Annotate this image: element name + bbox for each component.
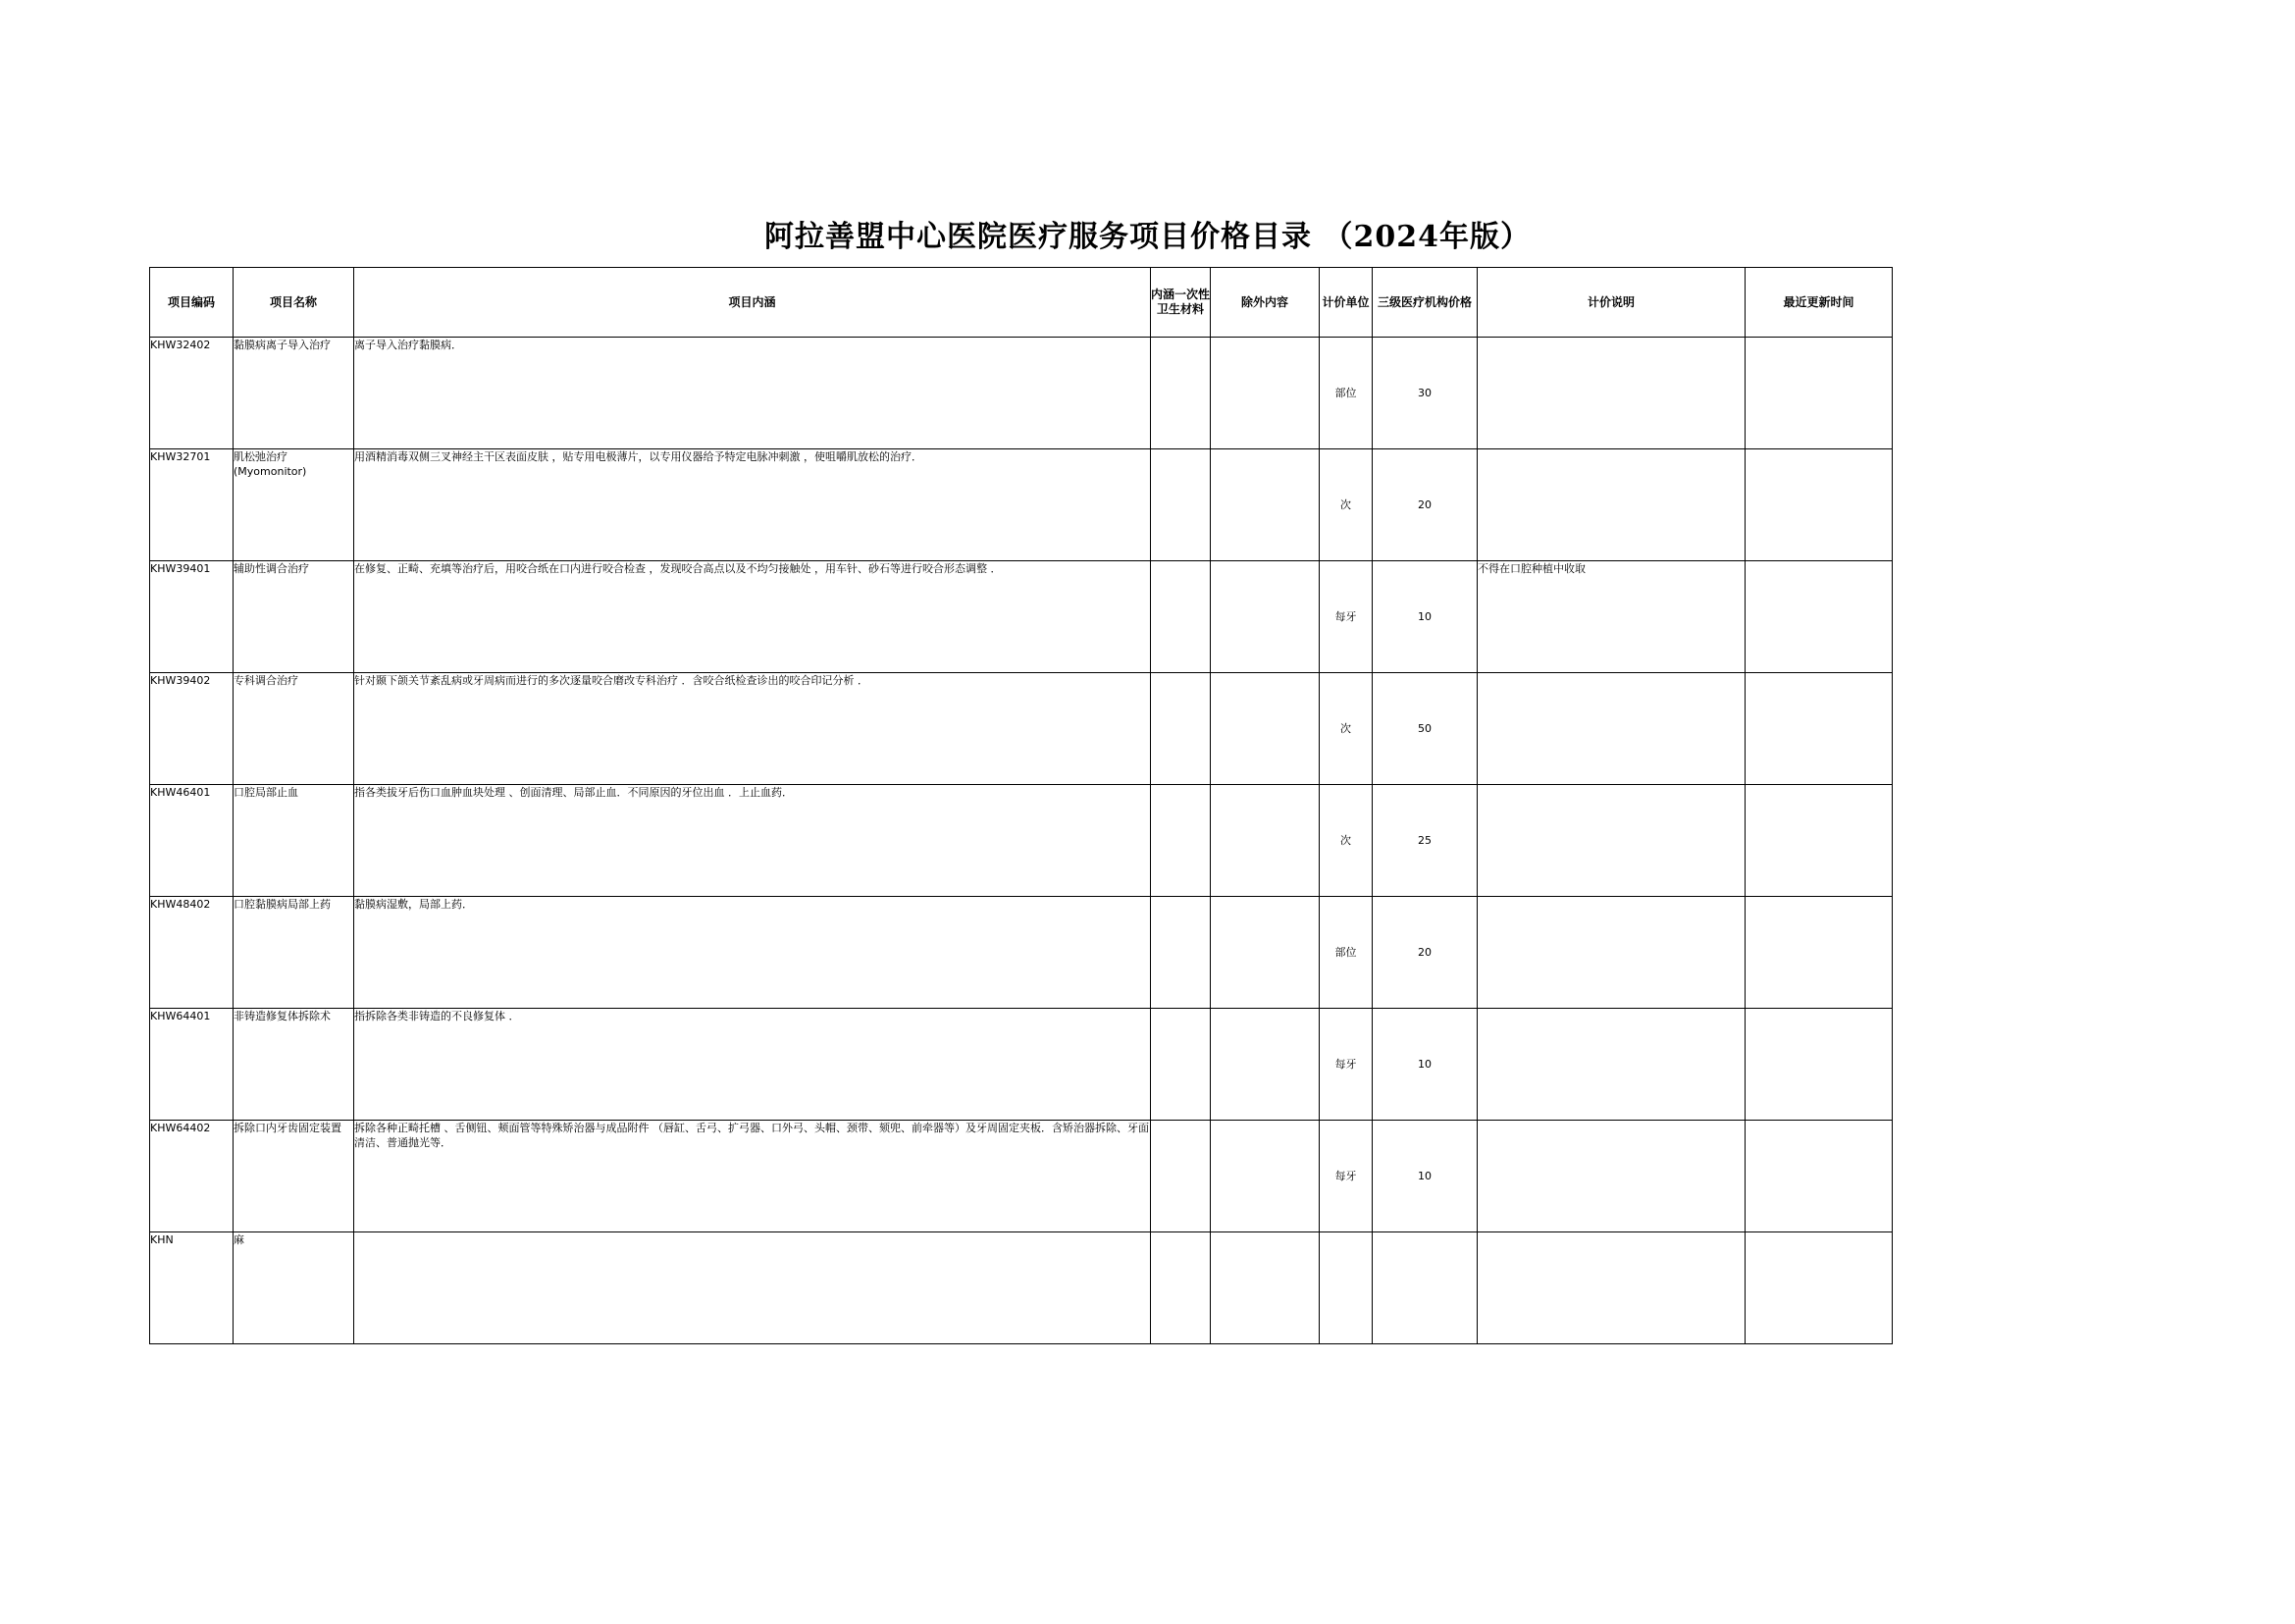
- cell-consumables: [1151, 338, 1211, 449]
- header-consumables: 内涵一次性卫生材料: [1151, 268, 1211, 338]
- cell-note: [1478, 338, 1746, 449]
- cell-name: 肌松弛治疗(Myomonitor): [234, 449, 354, 561]
- cell-note: [1478, 1009, 1746, 1121]
- cell-unit: 部位: [1320, 338, 1373, 449]
- price-table: [149, 267, 1893, 1344]
- cell-price: 10: [1373, 1009, 1478, 1121]
- cell-consumables: [1151, 1121, 1211, 1232]
- header-note: 计价说明: [1478, 268, 1746, 338]
- cell-updated: [1746, 785, 1893, 897]
- header-name: 项目名称: [234, 268, 354, 338]
- cell-unit: 每牙: [1320, 561, 1373, 673]
- cell-name: 口腔局部止血: [234, 785, 354, 897]
- table-row: [150, 1009, 1893, 1121]
- table-row: [150, 673, 1893, 785]
- cell-updated: [1746, 1121, 1893, 1232]
- cell-unit: 次: [1320, 673, 1373, 785]
- cell-note: [1478, 673, 1746, 785]
- header-code: 项目编码: [150, 268, 234, 338]
- cell-price: 10: [1373, 1121, 1478, 1232]
- cell-code: KHW64402: [150, 1121, 234, 1232]
- cell-unit: 部位: [1320, 897, 1373, 1009]
- cell-note: [1478, 785, 1746, 897]
- table-row: [150, 1121, 1893, 1232]
- cell-exclusions: [1211, 785, 1320, 897]
- document-title: 阿拉善盟中心医院医疗服务项目价格目录 （2024年版）: [764, 220, 1531, 254]
- cell-exclusions: [1211, 449, 1320, 561]
- cell-code: KHN: [150, 1232, 234, 1344]
- cell-price: 30: [1373, 338, 1478, 449]
- header-content: 项目内涵: [354, 268, 1151, 338]
- cell-updated: [1746, 673, 1893, 785]
- cell-updated: [1746, 338, 1893, 449]
- cell-content: 离子导入治疗黏膜病．: [354, 338, 1151, 449]
- cell-consumables: [1151, 897, 1211, 1009]
- cell-name: 黏膜病离子导入治疗: [234, 338, 354, 449]
- cell-exclusions: [1211, 673, 1320, 785]
- table-row: [150, 785, 1893, 897]
- cell-consumables: [1151, 1232, 1211, 1344]
- cell-updated: [1746, 897, 1893, 1009]
- header-price: 三级医疗机构价格: [1373, 268, 1478, 338]
- cell-consumables: [1151, 673, 1211, 785]
- cell-content: 指拆除各类非铸造的不良修复体 ．: [354, 1009, 1151, 1121]
- header-updated: 最近更新时间: [1746, 268, 1893, 338]
- cell-exclusions: [1211, 561, 1320, 673]
- cell-name: 拆除口内牙齿固定装置: [234, 1121, 354, 1232]
- cell-content: 在修复、正畸、充填等治疗后，用咬合纸在口内进行咬合检查 ，发现咬合高点以及不均匀接触处 ，用车针、砂石等进行咬合形态调整 ．: [354, 561, 1151, 673]
- cell-updated: [1746, 1232, 1893, 1344]
- cell-exclusions: [1211, 1121, 1320, 1232]
- cell-note: [1478, 1232, 1746, 1344]
- cell-consumables: [1151, 561, 1211, 673]
- cell-exclusions: [1211, 1232, 1320, 1344]
- cell-updated: [1746, 1009, 1893, 1121]
- cell-code: KHW32402: [150, 338, 234, 449]
- cell-price: 50: [1373, 673, 1478, 785]
- cell-price: 20: [1373, 449, 1478, 561]
- header-unit: 计价单位: [1320, 268, 1373, 338]
- header-exclusions: 除外内容: [1211, 268, 1320, 338]
- cell-note: [1478, 897, 1746, 1009]
- cell-unit: 次: [1320, 449, 1373, 561]
- cell-content: 黏膜病湿敷，局部上药．: [354, 897, 1151, 1009]
- cell-name: 专科调合治疗: [234, 673, 354, 785]
- cell-name: 非铸造修复体拆除术: [234, 1009, 354, 1121]
- table-row: [150, 1232, 1893, 1344]
- cell-name: 口腔黏膜病局部上药: [234, 897, 354, 1009]
- table-row: [150, 338, 1893, 449]
- cell-unit: [1320, 1232, 1373, 1344]
- cell-unit: 每牙: [1320, 1009, 1373, 1121]
- cell-unit: 每牙: [1320, 1121, 1373, 1232]
- cell-exclusions: [1211, 897, 1320, 1009]
- cell-note: [1478, 1121, 1746, 1232]
- cell-exclusions: [1211, 1009, 1320, 1121]
- cell-name: 辅助性调合治疗: [234, 561, 354, 673]
- cell-content: 针对颞下颌关节紊乱病或牙周病而进行的多次逐量咬合磨改专科治疗 ．含咬合纸检查诊出的咬合印记分析 ．: [354, 673, 1151, 785]
- cell-code: KHW32701: [150, 449, 234, 561]
- cell-note: 不得在口腔种植中收取: [1478, 561, 1746, 673]
- cell-unit: 次: [1320, 785, 1373, 897]
- cell-consumables: [1151, 1009, 1211, 1121]
- table-row: [150, 561, 1893, 673]
- cell-code: KHW46401: [150, 785, 234, 897]
- cell-code: KHW39401: [150, 561, 234, 673]
- cell-code: KHW64401: [150, 1009, 234, 1121]
- cell-code: KHW48402: [150, 897, 234, 1009]
- cell-price: 10: [1373, 561, 1478, 673]
- table-row: [150, 897, 1893, 1009]
- cell-content: 指各类拔牙后伤口血肿血块处理 、创面清理、局部止血．不同原因的牙位出血 ．上止血药．: [354, 785, 1151, 897]
- cell-note: [1478, 449, 1746, 561]
- cell-content: 拆除各种正畸托槽 、舌侧钮、颊面管等特殊矫治器与成品附件 （唇缸、舌弓、扩弓器、口外弓、头帽、颈带、颏兜、前牵器等）及牙周固定夹板．含矫治器拆除、牙面清洁、普通抛光等．: [354, 1121, 1151, 1232]
- cell-content: 用酒精消毒双侧三叉神经主干区表面皮肤 ，贴专用电极薄片，以专用仪器给予特定电脉冲刺激 ，使咀嚼肌放松的治疗．: [354, 449, 1151, 561]
- cell-price: 20: [1373, 897, 1478, 1009]
- cell-consumables: [1151, 449, 1211, 561]
- cell-price: [1373, 1232, 1478, 1344]
- cell-code: KHW39402: [150, 673, 234, 785]
- cell-name: 麻: [234, 1232, 354, 1344]
- table-header-row: [150, 268, 1893, 338]
- cell-content: [354, 1232, 1151, 1344]
- table-row: [150, 449, 1893, 561]
- cell-updated: [1746, 449, 1893, 561]
- cell-consumables: [1151, 785, 1211, 897]
- cell-exclusions: [1211, 338, 1320, 449]
- cell-price: 25: [1373, 785, 1478, 897]
- cell-updated: [1746, 561, 1893, 673]
